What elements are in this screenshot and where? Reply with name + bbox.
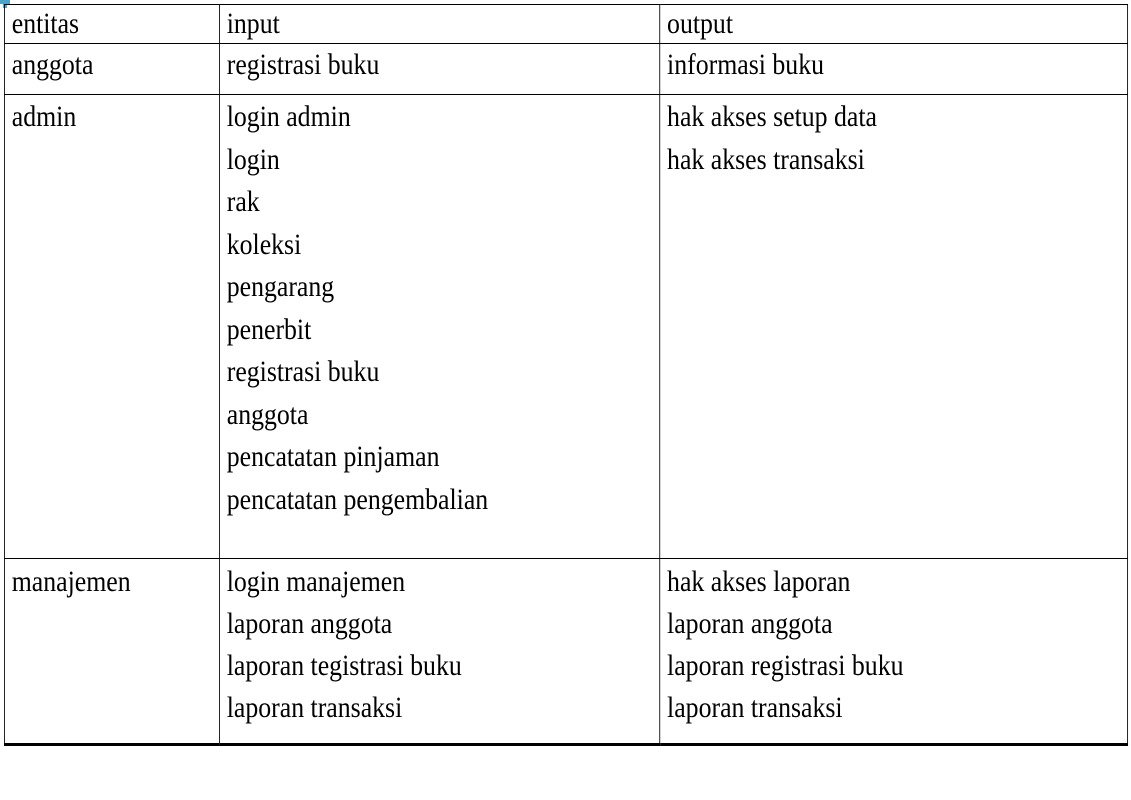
input-item: login manajemen bbox=[226, 565, 406, 598]
input-item: login bbox=[226, 142, 280, 176]
input-item: koleksi bbox=[226, 227, 302, 261]
output-cell bbox=[660, 559, 1128, 745]
input-cell bbox=[219, 44, 659, 95]
input-item: login admin bbox=[226, 100, 351, 133]
input-item: pencatatan pinjaman bbox=[226, 440, 440, 473]
output-item: hak akses laporan bbox=[667, 565, 851, 598]
input-item: laporan transaksi bbox=[226, 691, 403, 724]
input-item: anggota bbox=[226, 397, 309, 431]
output-item: laporan transaksi bbox=[667, 691, 843, 724]
entity-cell: admin bbox=[4, 95, 219, 559]
input-item: laporan tegistrasi buku bbox=[226, 649, 462, 682]
input-cell bbox=[219, 559, 659, 745]
table-row bbox=[4, 95, 1127, 559]
table-row bbox=[4, 44, 1127, 95]
output-item: hak akses transaksi bbox=[667, 142, 865, 176]
header-cell-entitas: entitas bbox=[4, 5, 219, 44]
output-cell bbox=[660, 44, 1128, 95]
header-cell-output: output bbox=[660, 5, 1128, 44]
input-item: penerbit bbox=[226, 312, 312, 346]
output-item: informasi buku bbox=[667, 48, 824, 81]
input-item: pengarang bbox=[226, 270, 335, 303]
output-item: laporan anggota bbox=[667, 607, 833, 640]
input-item: registrasi buku bbox=[226, 355, 380, 388]
input-item: pencatatan pengembalian bbox=[226, 482, 489, 516]
output-item: hak akses setup data bbox=[667, 100, 877, 133]
header-cell-input: input bbox=[219, 5, 659, 44]
output-cell bbox=[660, 95, 1128, 559]
input-item: laporan anggota bbox=[226, 607, 393, 640]
entity-cell: manajemen bbox=[4, 559, 219, 745]
input-item: registrasi buku bbox=[226, 48, 380, 81]
table-row bbox=[4, 559, 1127, 745]
entity-io-table bbox=[4, 4, 1128, 746]
table-header-row bbox=[4, 5, 1127, 44]
output-item: laporan registrasi buku bbox=[667, 649, 904, 682]
entity-cell: anggota bbox=[4, 44, 219, 95]
input-item: rak bbox=[226, 185, 260, 218]
input-cell bbox=[219, 95, 659, 559]
